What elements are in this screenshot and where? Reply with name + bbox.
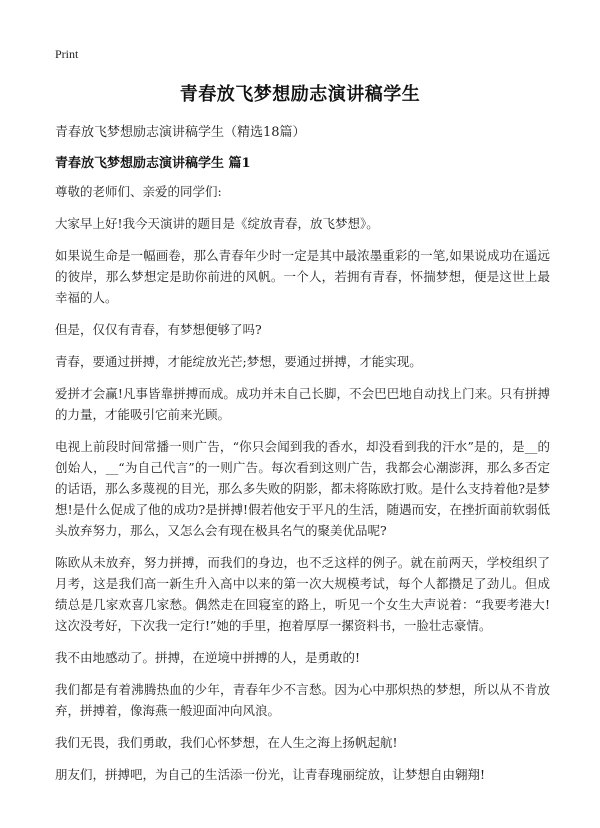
document-body xyxy=(55,181,550,796)
paragraph: 电视上前段时间常播一则广告，“你只会闻到我的香水，却没看到我的汗水”是的，是__的创始人，__“为自己代言”的一则广告。每次看到这则广告，我都会心潮澎湃，那么多否定的话语，那么多蔑视的目光，那么多失败的阴影，都未将陈欧打败。是什么支持着他?是梦想!是什么促成了他的成功?是拼搏!假若他安于平凡的生活，随遇而安，在挫折面前软弱低头放弃努力，那么，又怎么会有现在极具名气的聚美优品呢? xyxy=(55,439,550,538)
paragraph-greeting: 尊敬的老师们、亲爱的同学们: xyxy=(55,184,222,199)
paragraph: 大家早上好!我今天演讲的题目是《绽放青春，放飞梦想》。 xyxy=(55,216,379,231)
paragraph: 陈欧从未放弃，努力拼搏，而我们的身边，也不乏这样的例子。就在前两天，学校组织了月考，这是我们高一新生升入高中以来的第一次大规模考试，每个人都攒足了劲儿。但成绩总是几家欢喜几家愁。偶然走在回寝室的路上，听见一个女生大声说着：“我要考港大!这次没考好，下次我一定行!”她的手里，抱着厚厚一摞资料书，一脸壮志豪情。 xyxy=(55,555,550,633)
print-label[interactable]: Print xyxy=(55,47,79,61)
paragraph: 如果说生命是一幅画卷，那么青春年少时一定是其中最浓墨重彩的一笔,如果说成功在遥远的彼岸，那么梦想定是助你前进的风帆。一个人，若拥有青春，怀揣梦想，便是这世上最幸福的人。 xyxy=(55,248,550,305)
document-subtitle: 青春放飞梦想励志演讲稿学生（精选18篇） xyxy=(55,125,306,140)
paragraph: 我们都是有着沸腾热血的少年，青春年少不言愁。因为心中那炽热的梦想，所以从不肯放弃，拼搏着，像海燕一般迎面冲向风浪。 xyxy=(55,682,550,718)
paragraph: 我不由地感动了。拼搏，在逆境中拼搏的人，是勇敢的! xyxy=(55,650,361,665)
paragraph: 但是，仅仅有青春，有梦想便够了吗? xyxy=(55,322,262,337)
paragraph: 青春，要通过拼搏，才能绽放光芒;梦想，要通过拼搏，才能实现。 xyxy=(55,354,422,369)
section-heading: 青春放飞梦想励志演讲稿学生 篇1 xyxy=(55,156,251,171)
document-title: 青春放飞梦想励志演讲稿学生 xyxy=(179,84,421,105)
paragraph: 爱拼才会赢!凡事皆靠拼搏而成。成功并未自己长脚，不会巴巴地自动找上门来。只有拼搏的力量，才能吸引它前来光顾。 xyxy=(55,386,550,422)
paragraph: 我们无畏，我们勇敢，我们心怀梦想，在人生之海上扬帆起航! xyxy=(55,735,398,750)
paragraph-closing: 朋友们，拼搏吧，为自己的生活添一份光，让青春瑰丽绽放，让梦想自由翱翔! xyxy=(55,767,486,782)
